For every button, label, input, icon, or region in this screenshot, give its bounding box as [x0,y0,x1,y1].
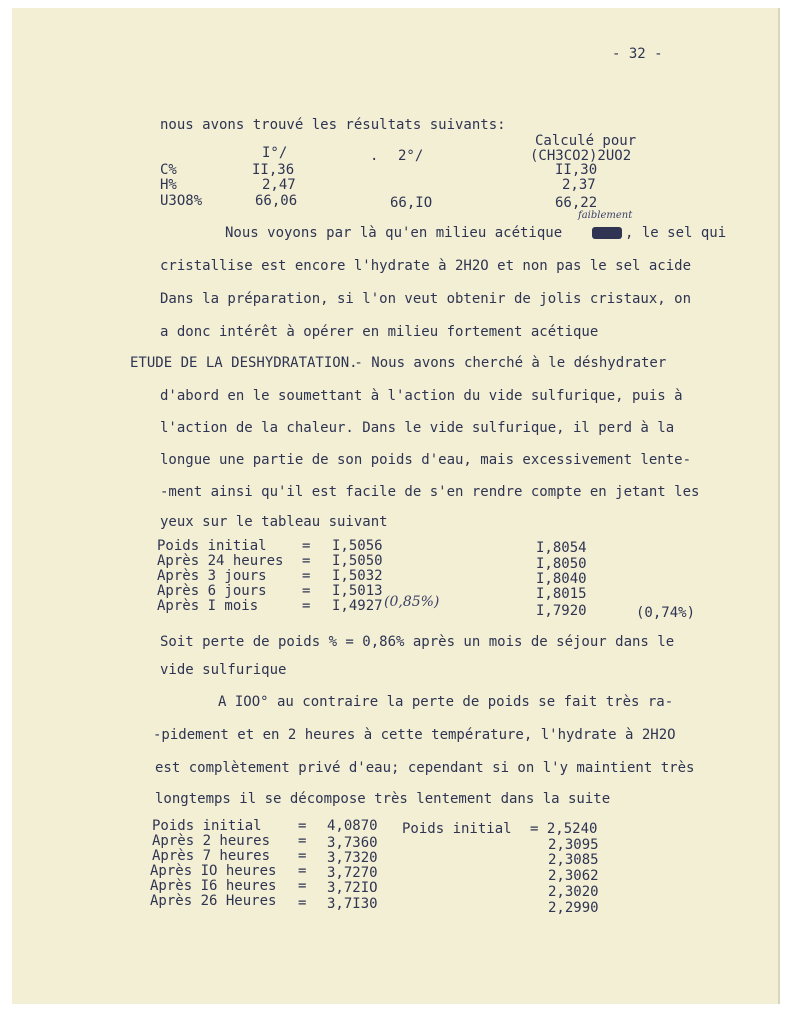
table2-eq: = [298,848,307,864]
table2-label: Après I6 heures [150,878,277,894]
analysis-row-label: U3O8% [160,193,203,209]
analysis-row-label: C% [160,162,177,178]
table1-a: I,5050 [332,553,383,569]
table2-b: 2,3020 [548,884,599,900]
para4-line: longtemps il se décompose très lentement dans la suite [155,791,611,807]
para1-line: a donc intérêt à opérer en milieu fortement acétique [160,324,599,340]
table1-pct-b: (0,74%) [636,605,696,621]
table2-right-label: Poids initial [402,821,512,837]
table2-label: Après IO heures [150,863,277,879]
table1-eq: = [302,568,311,584]
table1-label: Après 3 jours [157,568,267,584]
table1-b: I,8015 [536,586,587,602]
para2-line: -ment ainsi qu'il est facile de s'en rendre compte en jetant les [160,484,700,500]
analysis-row-calc: 66,22 [555,195,598,211]
table1-label: Poids initial [157,538,267,554]
table2-b: 2,2990 [548,900,599,916]
table1-a: I,5056 [332,538,383,554]
para1-line: , le sel qui [625,225,727,241]
para2-line: - Nous avons cherché à le déshydrater [346,355,667,371]
analysis-row-v1: 66,06 [255,193,298,209]
table2-label: Après 2 heures [152,833,271,849]
analysis-col2-head: 2°/ [398,148,424,164]
analysis-row-label: H% [160,177,177,193]
para4-line: est complètement privé d'eau; cependant si on l'y maintient très [155,760,695,776]
table1-label: Après 6 jours [157,583,267,599]
table2-eq: = [298,895,307,911]
section-title: ETUDE DE LA DESHYDRATATION. [130,355,358,371]
para3-line: vide sulfurique [160,662,287,678]
table2-label: Poids initial [152,818,262,834]
handwritten-percent: (0,85%) [384,594,440,610]
table1-b: I,8050 [536,556,587,572]
table2-a: 3,7360 [327,835,378,851]
analysis-row-calc: II,30 [555,162,598,178]
table2-label: Après 26 Heures [150,893,277,909]
table2-eq: = [298,863,307,879]
table1-label: Après I mois [157,598,259,614]
analysis-row-v1: 2,47 [262,177,296,193]
table1-a: I,5032 [332,568,383,584]
para2-line: l'action de la chaleur. Dans le vide sulfurique, il perd à la [160,420,675,436]
analysis-calc-head: Calculé pour [535,133,637,149]
table2-a: 3,72IO [327,880,378,896]
analysis-col1-head: I°/ [262,145,288,161]
table2-b: 2,3085 [548,852,599,868]
analysis-calc-formula: (CH3CO2)2UO2 [530,148,632,164]
page-number: - 32 - [612,46,663,62]
para1-line: Nous voyons par là qu'en milieu acétique [225,225,563,241]
table1-a: I,4927 [332,598,383,614]
intro-line: nous avons trouvé les résultats suivants: [160,117,506,133]
table2-label: Après 7 heures [152,848,271,864]
table2-eq: = [298,818,307,834]
table2-a: 4,0870 [327,818,378,834]
table1-b: I,7920 [536,603,587,619]
table1-eq: = [302,553,311,569]
analysis-row-calc: 2,37 [562,177,596,193]
table1-a: I,5013 [332,583,383,599]
erased-word-blot [592,227,622,239]
analysis-dot: . [370,148,379,164]
table2-b: = 2,5240 [530,821,598,837]
table1-eq: = [302,538,311,554]
para3-line: Soit perte de poids % = 0,86% après un mois de séjour dans le [160,634,675,650]
table2-a: 3,7I30 [327,896,378,912]
table1-label: Après 24 heures [157,553,284,569]
table2-a: 3,7320 [327,850,378,866]
table2-b: 2,3062 [548,868,599,884]
para1-line: cristallise est encore l'hydrate à 2H2O et non pas le sel acide [160,258,692,274]
document-page [12,8,780,1004]
para2-line: longue une partie de son poids d'eau, mais excessivement lente- [160,452,692,468]
table2-b: 2,3095 [548,837,599,853]
table2-eq: = [298,833,307,849]
para4-line: A IOO° au contraire la perte de poids se fait très ra- [218,694,674,710]
para2-line: d'abord en le soumettant à l'action du vide sulfurique, puis à [160,388,683,404]
para1-line: Dans la préparation, si l'on veut obtenir de jolis cristaux, on [160,291,692,307]
table1-eq: = [302,598,311,614]
table1-eq: = [302,583,311,599]
analysis-row-v1: II,36 [252,162,295,178]
analysis-row-v2: 66,IO [390,195,433,211]
para4-line: -pidement et en 2 heures à cette température, l'hydrate à 2H2O [153,727,676,743]
table1-b: I,8054 [536,540,587,556]
handwritten-correction: faiblement [578,210,633,221]
para2-line: yeux sur le tableau suivant [160,514,388,530]
table2-eq: = [298,878,307,894]
table2-a: 3,7270 [327,865,378,881]
table1-b: I,8040 [536,571,587,587]
